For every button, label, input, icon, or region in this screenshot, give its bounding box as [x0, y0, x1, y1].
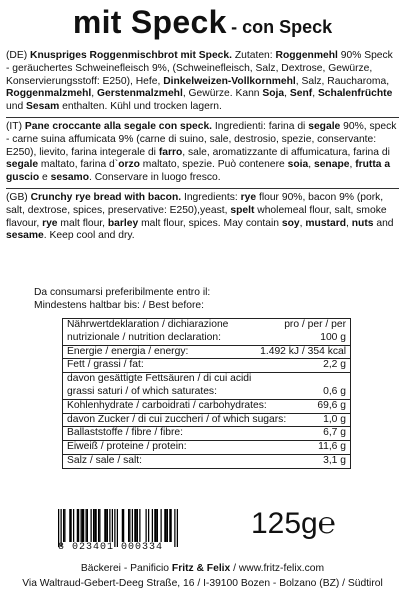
footer-address: Via Waltraud-Gebert-Deeg Straße, 16 / I-39100 Bozen - Bolzano (BZ) / Südtirol — [22, 578, 383, 589]
text-run: 90%, speck - carne suina affumicata 9% (carne di suino, sale, destrosio, spezie, conservante: E250), lievito, farina integerale di — [6, 120, 397, 158]
ingredients-it — [6, 121, 399, 185]
nutrition-value: 0,6 g — [323, 385, 346, 397]
best-before-it: Da consumarsi preferibilmente entro il: — [34, 287, 211, 298]
bold-ingredient: frutta a guscio — [6, 159, 391, 184]
text-run: Zutaten: — [232, 50, 276, 61]
footer — [0, 561, 405, 591]
product-title-sub: - con Speck — [231, 17, 333, 37]
nutrition-value: 69,6 g — [317, 399, 346, 411]
text-run: , Salz, Raucharoma, — [295, 75, 390, 87]
barcode-bar — [146, 509, 147, 542]
bold-ingredient: sesame — [6, 230, 44, 242]
text-run: Ingredienti: farina di — [212, 120, 309, 132]
barcode-bar — [99, 509, 100, 542]
bold-ingredient: segale — [6, 159, 39, 171]
nutrition-value: 1.492 kJ / 354 kcal — [260, 345, 346, 357]
text-run: , — [346, 217, 352, 229]
barcode-bar — [156, 509, 157, 542]
bold-ingredient: Crunchy rye bread with bacon. — [30, 191, 182, 203]
ingredients-gb — [6, 192, 399, 243]
nutrition-row — [63, 455, 350, 468]
text-run: maltato, spezie. Può contenere — [139, 159, 288, 171]
barcode-bar — [93, 509, 94, 542]
bold-ingredient: farro — [158, 146, 183, 158]
text-run: malt flour, — [57, 217, 108, 229]
text-run: malt flour, spices. May contain — [138, 217, 282, 229]
divider — [6, 188, 399, 189]
barcode-bar — [161, 509, 162, 542]
barcode-bar — [98, 509, 99, 542]
text-run: , — [91, 88, 97, 100]
text-run: , — [284, 88, 290, 100]
bold-ingredient: Gerstenmalzmehl — [96, 88, 183, 100]
barcode-bar — [132, 509, 133, 542]
barcode-bar — [123, 509, 124, 542]
barcode-bar — [71, 509, 72, 542]
barcode-bar — [63, 509, 64, 542]
nutrition-row — [63, 427, 350, 441]
barcode-bar — [81, 509, 82, 542]
text-run: , sale, aromatizzante di affumicatura, farina di — [182, 146, 390, 158]
bold-ingredient: Senf — [289, 88, 313, 100]
barcode-bar — [83, 509, 84, 542]
bold-ingredient: soy — [281, 217, 300, 229]
barcode-bar — [73, 509, 74, 542]
text-run: und — [6, 101, 27, 113]
bold-ingredient: Pane croccante alla segale con speck. — [24, 120, 213, 132]
nutrition-table — [62, 318, 351, 469]
nutrition-row — [63, 319, 350, 332]
nutrition-value: 100 g — [320, 331, 346, 343]
barcode-bar — [87, 509, 88, 542]
nutrition-label: Energie / energia / energy: — [67, 345, 189, 357]
barcode-bar — [77, 509, 78, 542]
nutrition-value: 3,1 g — [323, 454, 346, 466]
text-run: wholemeal flour, salt, smoke flavour, — [6, 204, 387, 229]
nutrition-label: Nährwertdeklaration / dichiarazione — [67, 319, 229, 330]
nutrition-label: Ballaststoffe / fibre / fibre: — [67, 427, 183, 439]
nutrition-row — [63, 373, 350, 386]
barcode-bar — [94, 509, 95, 542]
text-run: (IT) — [6, 120, 25, 132]
barcode-number: 8 023401 000334 — [58, 542, 164, 553]
barcode-bar — [82, 509, 83, 542]
bold-ingredient: nuts — [351, 217, 374, 229]
bold-ingredient: orzo — [118, 159, 140, 171]
bold-ingredient: Sesam — [26, 101, 60, 113]
barcode-bar — [154, 509, 155, 542]
text-run: (DE) — [6, 50, 31, 61]
nutrition-label: Eiweiß / proteine / protein: — [67, 441, 187, 453]
nutrition-value: 1,0 g — [323, 413, 346, 425]
barcode-bar — [166, 509, 167, 542]
nutrition-row — [63, 359, 350, 373]
text-run: . Keep cool and dry. — [43, 230, 135, 242]
product-title-main: mit Speck — [72, 4, 227, 40]
barcode-bar — [139, 509, 140, 542]
bold-ingredient: rye — [240, 191, 257, 203]
barcode-bar — [96, 509, 97, 542]
bold-ingredient: Roggenmehl — [275, 50, 338, 61]
text-run: maltato, farina d` — [38, 159, 119, 171]
barcode-bar — [167, 509, 168, 542]
barcode-bar — [148, 509, 149, 542]
nutrition-value: 11,6 g — [318, 441, 346, 453]
barcode-bar — [86, 509, 87, 542]
barcode-bar — [104, 509, 105, 542]
best-before-de-en: Mindestens haltbar bis: / Best before: — [34, 299, 204, 311]
text-run: , Gewürze. Kann — [182, 88, 263, 100]
text-run: e — [39, 172, 51, 184]
nutrition-row — [63, 346, 350, 360]
brand-name: Fritz & Felix — [171, 563, 231, 574]
footer-company: Bäckerei - Panificio Fritz & Felix / www.fritz-felix.com — [80, 563, 325, 574]
barcode-bar — [169, 509, 170, 542]
bold-ingredient: soia — [287, 159, 309, 171]
bold-ingredient: Schalenfrüchte — [317, 88, 393, 100]
net-weight-value: 125g — [251, 507, 318, 540]
bold-ingredient: Roggenmalzmehl — [6, 88, 92, 100]
text-run: . Conservare in luogo fresco. — [89, 172, 221, 184]
text-run: and — [373, 217, 394, 229]
divider — [6, 117, 399, 118]
barcode-bar — [91, 509, 92, 542]
barcode-bar — [106, 509, 107, 542]
nutrition-value: 2,2 g — [323, 359, 346, 371]
estimated-sign-icon: ℮ — [317, 507, 336, 540]
text-run: 90% Speck - geräuchertes Schweinefleisch 9%, (Schweinefleisch, Salz, Dextrose, Gewürze, Konservierungsstoff: E250), Hefe, — [6, 50, 393, 87]
nutrition-label: davon gesättigte Fettsäuren / di cui acidi — [67, 373, 252, 385]
text-run: enthalten. Kühl und trocken lagern. — [59, 101, 222, 113]
bold-ingredient: spelt — [230, 204, 255, 216]
text-run: , — [299, 217, 306, 229]
nutrition-value: 6,7 g — [323, 427, 346, 439]
barcode-bar — [107, 509, 108, 542]
product-title — [0, 4, 405, 41]
nutrition-label: grassi saturi / of which saturates: — [67, 385, 217, 397]
text-run: , — [349, 159, 356, 171]
barcode-bar — [78, 509, 79, 542]
barcode-bar — [112, 509, 113, 542]
bold-ingredient: Dinkelweizen-Vollkornmehl — [163, 75, 296, 87]
bold-ingredient: Soja — [262, 88, 285, 100]
nutrition-label: nutrizionale / nutrition declaration: — [67, 331, 221, 343]
barcode-bar — [137, 509, 138, 542]
barcode-bar — [134, 509, 135, 542]
nutrition-row — [63, 400, 350, 414]
nutrition-label: Fett / grassi / fat: — [67, 359, 144, 371]
barcode-bar — [122, 509, 123, 542]
nutrition-label: Kohlenhydrate / carboidrati / carbohydrates: — [67, 399, 267, 411]
barcode-bar — [129, 509, 130, 542]
bold-ingredient: barley — [107, 217, 139, 229]
ingredients-de — [6, 50, 399, 114]
nutrition-row — [63, 414, 350, 428]
text-run: Ingredients: — [181, 191, 241, 203]
barcode-bar — [136, 509, 137, 542]
text-run: , — [312, 88, 318, 100]
website-link: / www.fritz-felix.com — [230, 563, 325, 574]
bold-ingredient: rye — [42, 217, 58, 229]
net-weight — [251, 507, 336, 541]
nutrition-row — [63, 332, 350, 346]
bold-ingredient: segale — [308, 120, 341, 132]
nutrition-row — [63, 386, 350, 400]
nutrition-value: pro / per / per — [284, 319, 346, 330]
nutrition-label: Salz / sale / salt: — [67, 454, 142, 466]
bold-ingredient: mustard — [305, 217, 346, 229]
barcode-bar — [64, 509, 65, 542]
barcode-bar — [128, 509, 129, 542]
ingredient-blocks — [6, 50, 399, 246]
barcode-bar — [109, 509, 110, 542]
bold-ingredient: senape — [313, 159, 350, 171]
barcode-bar — [152, 509, 153, 542]
best-before — [34, 287, 210, 313]
barcode-bar — [164, 509, 165, 542]
text-run: , — [308, 159, 314, 171]
text-run: (GB) — [6, 191, 31, 203]
bold-ingredient: Knuspriges Roggenmischbrot mit Speck. — [30, 50, 232, 61]
barcode-bar — [157, 509, 158, 542]
text-run: flour 90%, bacon 9% (pork, salt, dextrose, spices, preservative: E250),yeast, — [6, 191, 384, 216]
barcode-bar — [69, 509, 70, 542]
bold-ingredient: sesamo — [50, 172, 89, 184]
nutrition-label: davon Zucker / di cui zuccheri / of which sugars: — [67, 413, 287, 425]
nutrition-row — [63, 441, 350, 455]
barcode-bar — [171, 509, 172, 542]
